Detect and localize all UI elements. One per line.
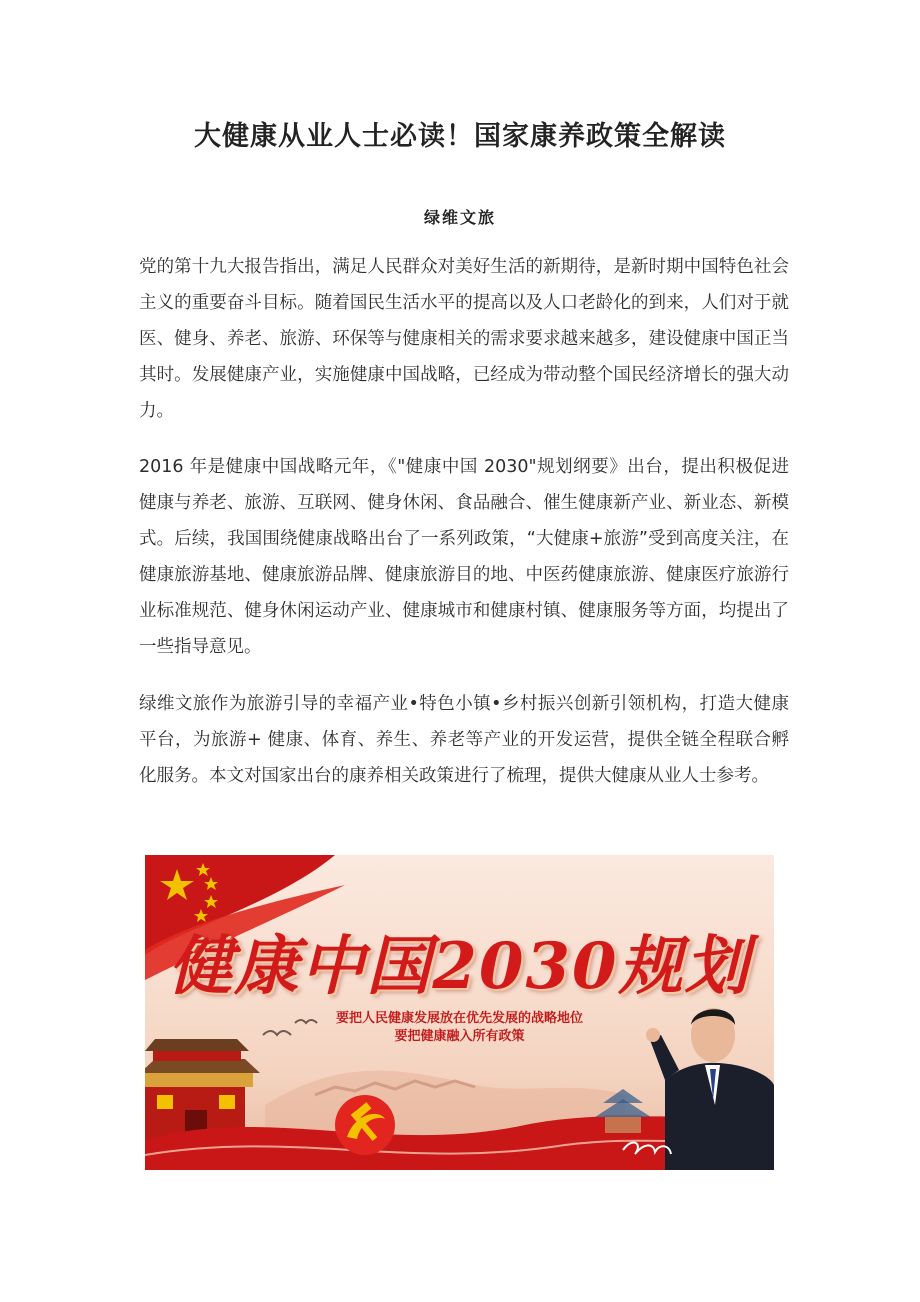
- article-author: 绿维文旅: [423, 208, 496, 227]
- banner-subtitle-2: 要把健康融入所有政策: [394, 1029, 525, 1044]
- banner-title: 健康中国2030规划: [168, 929, 751, 1004]
- article-title: 大健康从业人士必读！国家康养政策全解读: [194, 121, 726, 152]
- paragraph-2: 2016 年是健康中国战略元年，《"健康中国 2030"规划纲要》出台，提出积极促进健康与养老、旅游、互联网、健身休闲、食品融合、催生健康新产业、新业态、新模式。后续，我国围绕健康战略出台了一系列政策，“大健康+旅游”受到高度关注，在健康旅游基地、健康旅游品牌、健康旅游目的地、中医药健康旅游、健康医疗旅游行业标准规范、健身休闲运动产业、健康城市和健康村镇、健康服务等方面，均提出了一些指导意见。: [139, 457, 789, 657]
- banner-image: [145, 855, 774, 1170]
- paragraph-3: 绿维文旅作为旅游引导的幸福产业•特色小镇•乡村振兴创新引领机构，打造大健康平台，为旅游+ 健康、体育、养生、养老等产业的开发运营，提供全链全程联合孵化服务。本文对国家出台的康养相关政策进行了梳理，提供大健康从业人士参考。: [139, 694, 789, 786]
- emblem-icon: [335, 1095, 395, 1155]
- banner-subtitle-1: 要把人民健康发展放在优先发展的战略地位: [335, 1011, 583, 1026]
- paragraph-1: 党的第十九大报告指出，满足人民群众对美好生活的新期待，是新时期中国特色社会主义的重要奋斗目标。随着国民生活水平的提高以及人口老龄化的到来，人们对于就医、健身、养老、旅游、环保等与健康相关的需求要求越来越多，建设健康中国正当其时。发展健康产业，实施健康中国战略，已经成为带动整个国民经济增长的强大动力。: [139, 257, 789, 421]
